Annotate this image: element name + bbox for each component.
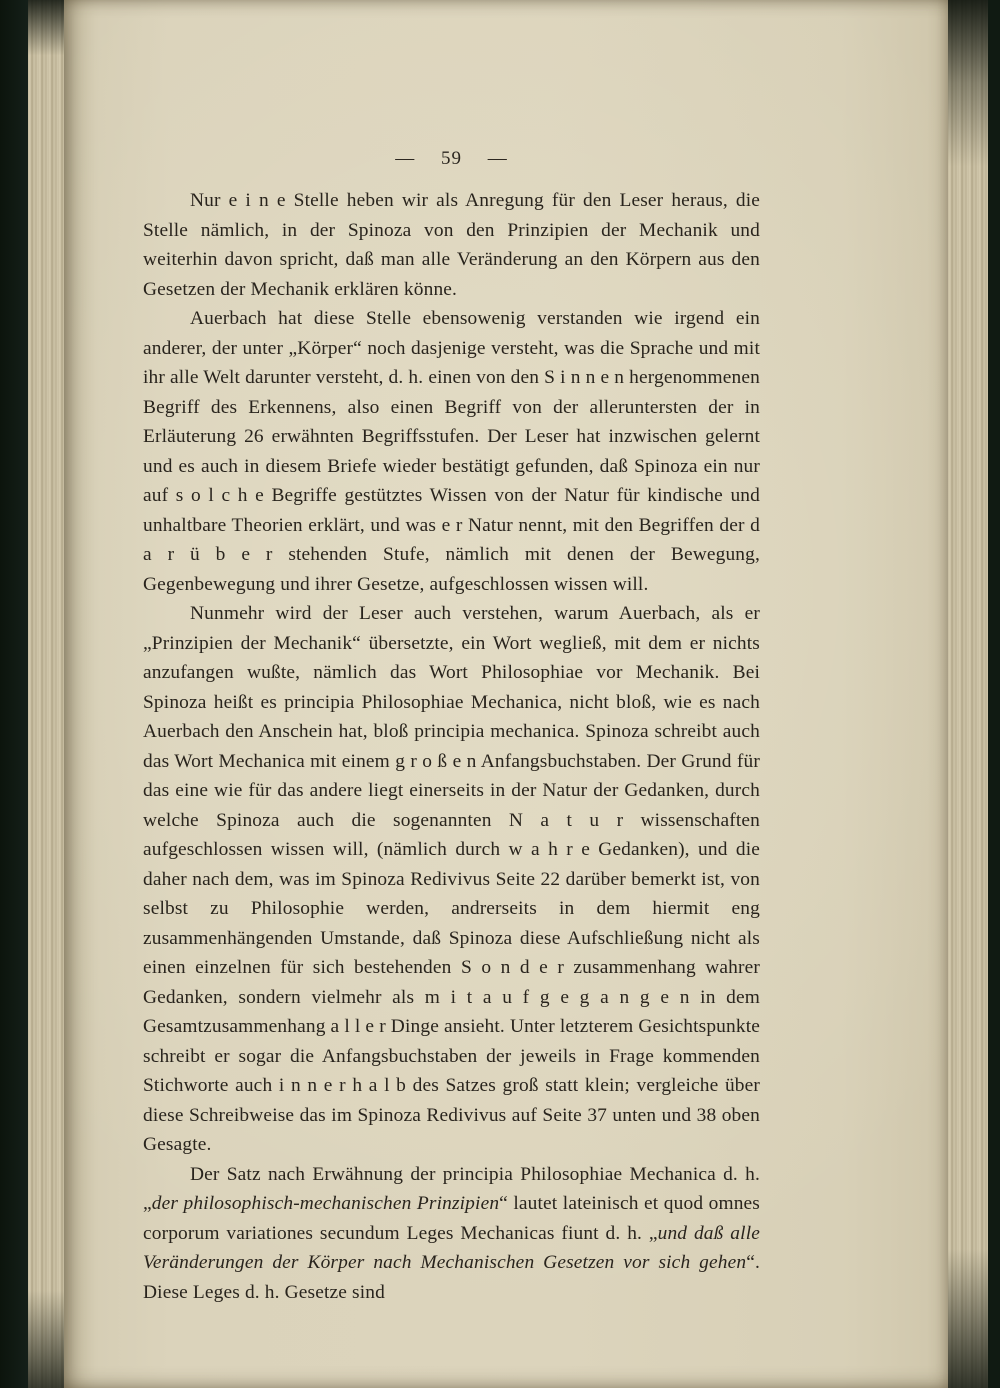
paragraph-4-text-3: “. Diese Leges d. h. Gesetze sind (143, 1252, 760, 1303)
paragraph-4-italic-2: und daß alle Veränderungen der Körper nach Mechanischen Gesetzen vor sich gehen (143, 1222, 760, 1273)
paragraph-4 (143, 1160, 760, 1308)
book-page (64, 0, 948, 1388)
paragraph-4-text-2: “ lautet lateinisch et quod omnes corporum variationes secundum Leges Mechanicas fiunt d. h. „ (143, 1193, 760, 1244)
paragraph-4-text-1: Der Satz nach Erwähnung der principia Philosophiae Mechanica d. h. „ (143, 1163, 760, 1214)
page-edge-stack-right (948, 0, 988, 1388)
page-edge-stack-left (28, 0, 66, 1388)
page-number: — 59 — (395, 148, 508, 169)
paragraph-1: Nur e i n e Stelle heben wir als Anregung für den Leser heraus, die Stelle nämlich, in der Spinoza von den Prinzipien der Mechanik und weiterhin davon spricht, daß man alle Veränderung an den Körpern aus den Gesetzen der Mechanik erklären könne. (143, 190, 760, 300)
text-block (143, 186, 760, 1307)
paragraph-3: Nunmehr wird der Leser auch verstehen, warum Auerbach, als er „Prinzipien der Mechanik“ übersetzte, ein Wort wegließ, mit dem er nichts anzufangen wußte, nämlich das Wort Philosophiae vor Mechanik. Bei Spinoza heißt es principia Philosophiae Mechanica, nicht bloß, wie es nach Auerbach den Anschein hat, bloß principia mechanica. Spinoza schreibt auch das Wort Mechanica mit einem g r o ß e n Anfangsbuchstaben. Der Grund für das eine wie für das andere liegt einerseits in der Natur der Gedanken, durch welche Spinoza auch die sogenannten N a t u r wissenschaften aufgeschlossen wissen will, (nämlich durch w a h r e Gedanken), und die daher nach dem, was im Spinoza Redivivus Seite 22 darüber bemerkt ist, von selbst zu Philosophie werden, andrerseits in dem hiermit eng zusammenhängenden Umstande, daß Spinoza diese Aufschließung nicht als einen einzelnen für sich bestehenden S o n d e r zusammenhang wahrer Gedanken, sondern vielmehr als m i t a u f g e g a n g e n in dem Gesamtzusammenhang a l l e r Dinge ansieht. Unter letzterem Gesichtspunkte schreibt er sogar die Anfangsbuchstaben der jeweils in Frage kommenden Stichworte auch i n n e r h a l b des Satzes groß statt klein; vergleiche über diese Schreibweise das im Spinoza Redivivus auf Seite 37 unten und 38 oben Gesagte. (143, 603, 760, 1155)
paragraph-2: Auerbach hat diese Stelle ebensowenig verstanden wie irgend ein anderer, der unter „Körper“ noch dasjenige versteht, was die Sprache und mit ihr alle Welt darunter versteht, d. h. einen von den S i n n e n hergenommenen Begriff des Erkennens, also einen Begriff von der alleruntersten der in Erläuterung 26 erwähnten Begriffsstufen. Der Leser hat inzwischen gelernt und es auch in diesem Briefe wieder bestätigt gefunden, daß Spinoza ein nur auf s o l c h e Begriffe gestütztes Wissen von der Natur für kindische und unhaltbare Theorien erklärt, und was e r Natur nennt, mit den Begriffen der d a r ü b e r stehenden Stufe, nämlich mit denen der Bewegung, Gegenbewegung und ihrer Gesetze, aufgeschlossen wissen will. (143, 308, 760, 595)
paragraph-4-italic-1: der philosophisch-mechanischen Prinzipien (151, 1193, 500, 1214)
